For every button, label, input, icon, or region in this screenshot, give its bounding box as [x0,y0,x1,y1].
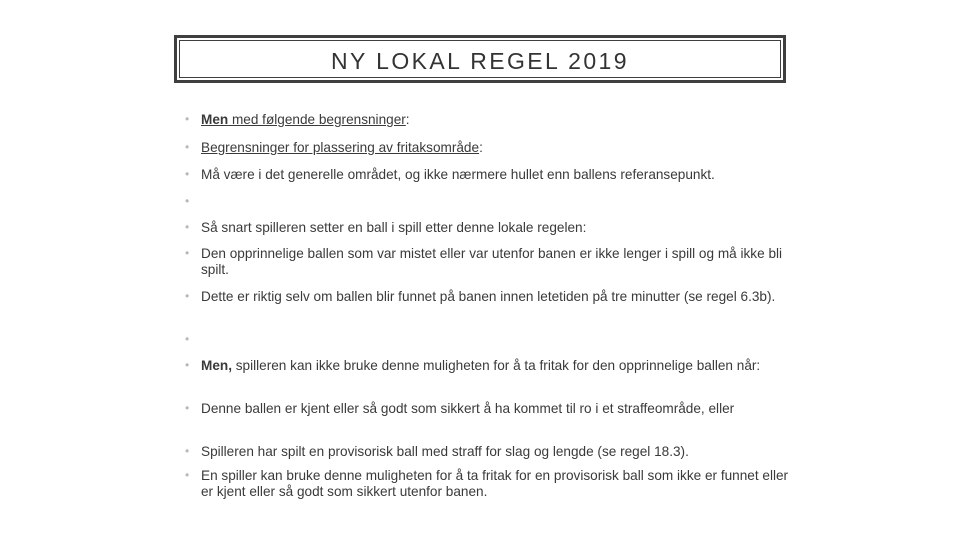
title-box [174,35,786,83]
bullet-text: spilleren kan ikke bruke denne muligheten for å ta fritak for den opprinnelige ballen når: [231,358,761,373]
bullet-marker: • [185,332,190,346]
bullet-item [185,140,801,156]
bullet-marker: • [185,140,190,154]
bullet-text: Begrensninger for plassering av fritaksområde [201,140,480,155]
bullet-item [185,246,786,277]
bullet-marker: • [185,358,190,372]
bullet-item [185,220,801,236]
bullet-marker: • [185,112,190,126]
slide-title: NY LOKAL REGEL 2019 [331,48,629,74]
bullet-marker: • [185,444,190,458]
bullet-marker: • [185,194,190,208]
bullet-marker: • [185,468,190,482]
bullet-text: Spilleren har spilt en provisorisk ball med straff for slag og lengde (se regel 18.3). [201,444,689,459]
bullet-item [185,468,791,499]
bullet-item [185,112,801,128]
bullet-item [185,289,786,305]
bullet-bold-lead: Men [201,112,229,127]
bullet-underlined-text [201,112,406,127]
bullet-item [185,167,801,183]
bullet-bold-lead: Men, [201,358,232,373]
bullet-marker: • [185,401,190,415]
bullet-suffix: : [405,112,410,127]
bullet-text: En spiller kan bruke denne muligheten for å ta fritak for en provisorisk ball som ikke er funnet eller er kjent eller så godt som sikkert utenfor banen. [201,468,789,499]
bullet-marker: • [185,167,190,181]
bullet-text: Dette er riktig selv om ballen blir funnet på banen innen letetiden på tre minutter (se regel 6.3b). [201,289,776,304]
bullet-text: Denne ballen er kjent eller så godt som sikkert å ha kommet til ro i et straffeområde, eller [201,401,735,416]
bullet-text: med følgende begrensninger [228,112,406,127]
bullet-marker: • [185,246,190,260]
bullet-suffix: : [479,140,483,155]
bullet-text: Den opprinnelige ballen som var mistet eller var utenfor banen er ikke lenger i spill og må ikke bli spilt. [201,246,783,277]
bullet-marker: • [185,289,190,303]
bullet-item [185,401,786,417]
bullet-text: Må være i det generelle området, og ikke nærmere hullet enn ballens referansepunkt. [201,167,715,182]
bullet-item [185,444,801,460]
bullet-item [185,358,771,374]
bullet-text: Så snart spilleren setter en ball i spill etter denne lokale regelen: [201,220,587,235]
bullet-marker: • [185,220,190,234]
